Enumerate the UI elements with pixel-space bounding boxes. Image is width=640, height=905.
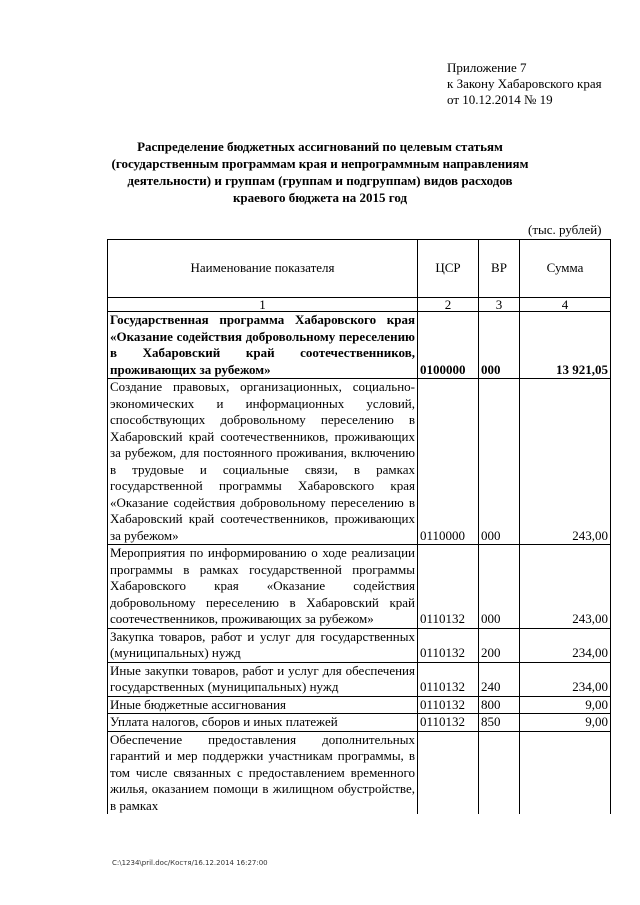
row-sum: 13 921,05 — [520, 312, 611, 379]
row-sum: 234,00 — [520, 662, 611, 696]
header-name: Наименование показателя — [108, 240, 418, 298]
row-name: Мероприятия по информированию о ходе реализации программы в рамках государственной программы Хабаровского края «Оказание содействия добровольному переселению в Хабаровский край соотечественников, проживающих за рубежом» — [108, 545, 418, 629]
row-vr: 200 — [479, 628, 520, 662]
row-csr: 0110132 — [418, 714, 479, 732]
header-csr: ЦСР — [418, 240, 479, 298]
row-sum: 9,00 — [520, 696, 611, 714]
row-name: Иные закупки товаров, работ и услуг для обеспечения государственных (муниципальных) нужд — [108, 662, 418, 696]
row-sum — [520, 731, 611, 814]
file-path-footer: C:\1234\pril.doc/Костя/16.12.2014 16:27:00 — [112, 859, 268, 867]
row-vr: 000 — [479, 312, 520, 379]
row-name: Обеспечение предоставления дополнительных гарантий и мер поддержки участникам программы, в том числе связанных с предоставлением временного жилья, оказанием помощи в жилищном обустройстве, в рамках — [108, 731, 418, 814]
row-csr: 0110132 — [418, 545, 479, 629]
row-sum: 243,00 — [520, 545, 611, 629]
table-row — [108, 545, 611, 629]
row-csr: 0110000 — [418, 379, 479, 545]
row-sum: 243,00 — [520, 379, 611, 545]
row-csr: 0110132 — [418, 662, 479, 696]
col-number: 3 — [479, 298, 520, 312]
table-row — [108, 628, 611, 662]
document-title: Распределение бюджетных ассигнований по целевым статьям (государственным программам края и непрограммным направлениям деятельности) и группам (группам и подгруппам) видов расходов краевого бюджета на 2015 год — [111, 139, 529, 205]
appendix-date: от 10.12.2014 № 19 — [447, 92, 553, 107]
header-sum: Сумма — [520, 240, 611, 298]
row-vr: 000 — [479, 545, 520, 629]
header-vr: ВР — [479, 240, 520, 298]
row-sum: 234,00 — [520, 628, 611, 662]
table-header-row — [108, 240, 611, 298]
row-vr: 800 — [479, 696, 520, 714]
row-name: Создание правовых, организационных, социально-экономических и информационных условий, способствующих добровольному переселению в Хабаровский край соотечественников, проживающих за рубежом, для постоянного проживания, включению в трудовые и социальные связи, в рамках государственной программы Хабаровского края «Оказание содействия добровольному переселению в Хабаровский край соотечественников, проживающих за рубежом» — [108, 379, 418, 545]
row-vr: 000 — [479, 379, 520, 545]
table-row — [108, 714, 611, 732]
budget-table — [107, 239, 611, 814]
row-csr: 0110132 — [418, 696, 479, 714]
row-vr: 240 — [479, 662, 520, 696]
row-csr: 0100000 — [418, 312, 479, 379]
row-csr: 0110132 — [418, 628, 479, 662]
row-name: Иные бюджетные ассигнования — [108, 696, 418, 714]
col-number: 4 — [520, 298, 611, 312]
row-vr — [479, 731, 520, 814]
table-row — [108, 696, 611, 714]
row-sum: 9,00 — [520, 714, 611, 732]
appendix-law: к Закону Хабаровского края — [447, 76, 602, 91]
units-label: (тыс. рублей) — [528, 222, 602, 237]
appendix-block — [447, 60, 602, 108]
table-row — [108, 312, 611, 379]
row-csr — [418, 731, 479, 814]
column-number-row — [108, 298, 611, 312]
row-name: Закупка товаров, работ и услуг для государственных (муниципальных) нужд — [108, 628, 418, 662]
row-name: Уплата налогов, сборов и иных платежей — [108, 714, 418, 732]
table-row — [108, 662, 611, 696]
col-number: 1 — [108, 298, 418, 312]
appendix-number: Приложение 7 — [447, 60, 527, 75]
row-vr: 850 — [479, 714, 520, 732]
table-row — [108, 379, 611, 545]
col-number: 2 — [418, 298, 479, 312]
row-name: Государственная программа Хабаровского края «Оказание содействия добровольному переселению в Хабаровский край соотечественников, проживающих за рубежом» — [108, 312, 418, 379]
table-row — [108, 731, 611, 814]
